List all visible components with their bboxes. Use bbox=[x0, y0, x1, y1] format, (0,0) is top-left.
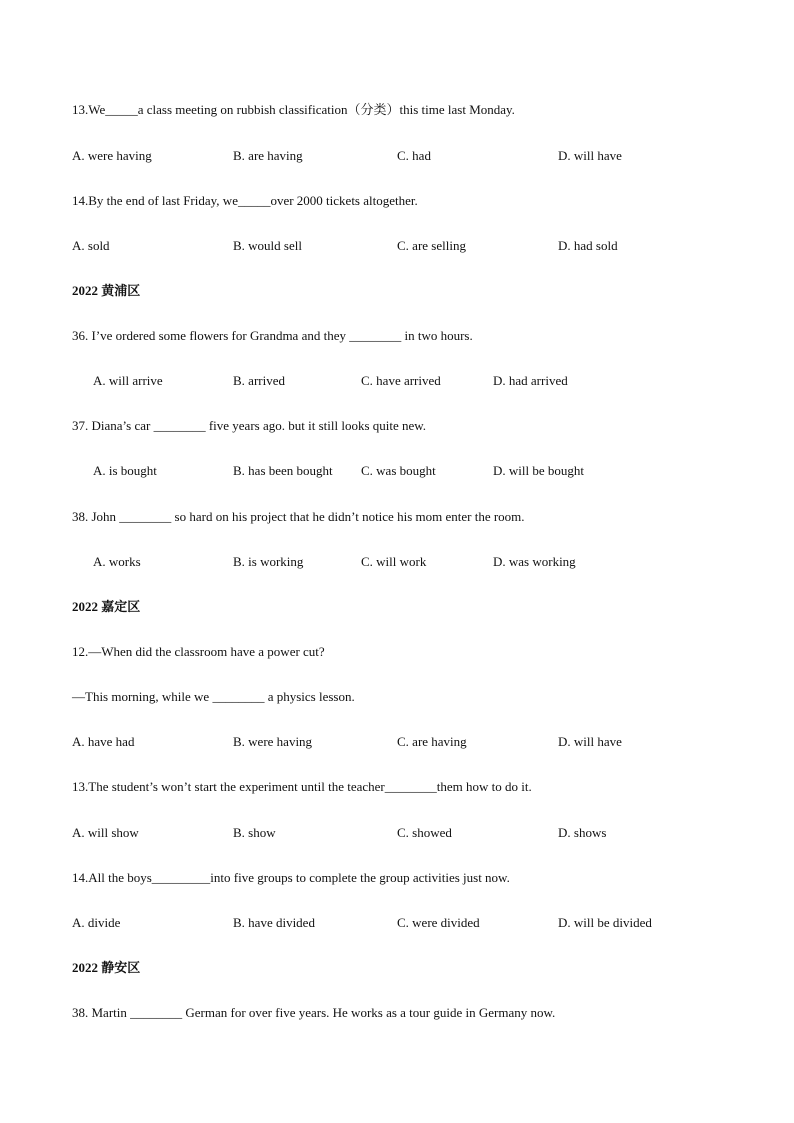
question-12-text: —This morning, while we ________ a physics lesson. bbox=[72, 689, 355, 704]
option-b: B. show bbox=[233, 825, 276, 840]
option-d: D. had arrived bbox=[493, 373, 568, 388]
question-37-options bbox=[0, 463, 794, 479]
option-a: A. were having bbox=[72, 148, 152, 163]
option-b: B. arrived bbox=[233, 373, 285, 388]
option-d: D. will be bought bbox=[493, 463, 584, 478]
option-d: D. will be divided bbox=[558, 915, 652, 930]
option-b: B. were having bbox=[233, 734, 313, 749]
option-b: B. has been bought bbox=[233, 463, 333, 478]
question-14b-text: 14.All the boys_________into five groups to complete the group activities just now. bbox=[72, 870, 510, 885]
option-a: A. sold bbox=[72, 238, 110, 253]
option-d: D. was working bbox=[493, 554, 576, 569]
option-c: C. showed bbox=[397, 825, 452, 840]
option-b: B. have divided bbox=[233, 915, 315, 930]
option-a: A. works bbox=[93, 554, 141, 569]
option-a: A. is bought bbox=[93, 463, 157, 478]
option-a: A. divide bbox=[72, 915, 121, 930]
section-heading-jiading: 2022 嘉定区 bbox=[72, 599, 141, 614]
question-12-prompt: 12.—When did the classroom have a power cut? bbox=[72, 644, 325, 659]
option-b: B. are having bbox=[233, 148, 303, 163]
question-38-text: 38. John ________ so hard on his project that he didn’t notice his mom enter the room. bbox=[72, 509, 525, 524]
question-36-options bbox=[0, 373, 794, 389]
question-36-text: 36. I’ve ordered some flowers for Grandma and they ________ in two hours. bbox=[72, 328, 473, 343]
question-14b-options bbox=[0, 915, 794, 931]
option-d: D. had sold bbox=[558, 238, 618, 253]
option-c: C. was bought bbox=[361, 463, 436, 478]
question-13-text: 13.We_____a class meeting on rubbish classification（分类）this time last Monday. bbox=[72, 102, 515, 117]
option-b: B. is working bbox=[233, 554, 304, 569]
question-38b-text: 38. Martin ________ German for over five years. He works as a tour guide in Germany now. bbox=[72, 1005, 556, 1020]
option-d: D. shows bbox=[558, 825, 607, 840]
section-heading-huangpu: 2022 黄浦区 bbox=[72, 283, 141, 298]
question-13-options bbox=[0, 148, 794, 164]
option-d: D. will have bbox=[558, 734, 622, 749]
option-d: D. will have bbox=[558, 148, 622, 163]
option-c: C. have arrived bbox=[361, 373, 441, 388]
option-b: B. would sell bbox=[233, 238, 302, 253]
option-a: A. will show bbox=[72, 825, 139, 840]
question-38-options bbox=[0, 554, 794, 570]
section-heading-jingan: 2022 静安区 bbox=[72, 960, 141, 975]
option-a: A. will arrive bbox=[93, 373, 163, 388]
question-14-options bbox=[0, 238, 794, 254]
question-14-text: 14.By the end of last Friday, we_____over 2000 tickets altogether. bbox=[72, 193, 418, 208]
question-13b-options bbox=[0, 825, 794, 841]
option-a: A. have had bbox=[72, 734, 135, 749]
option-c: C. are selling bbox=[397, 238, 466, 253]
question-37-text: 37. Diana’s car ________ five years ago. but it still looks quite new. bbox=[72, 418, 427, 433]
option-c: C. had bbox=[397, 148, 431, 163]
question-12-options bbox=[0, 734, 794, 750]
option-c: C. will work bbox=[361, 554, 427, 569]
option-c: C. are having bbox=[397, 734, 467, 749]
question-13b-text: 13.The student’s won’t start the experiment until the teacher________them how to do it. bbox=[72, 779, 532, 794]
option-c: C. were divided bbox=[397, 915, 480, 930]
